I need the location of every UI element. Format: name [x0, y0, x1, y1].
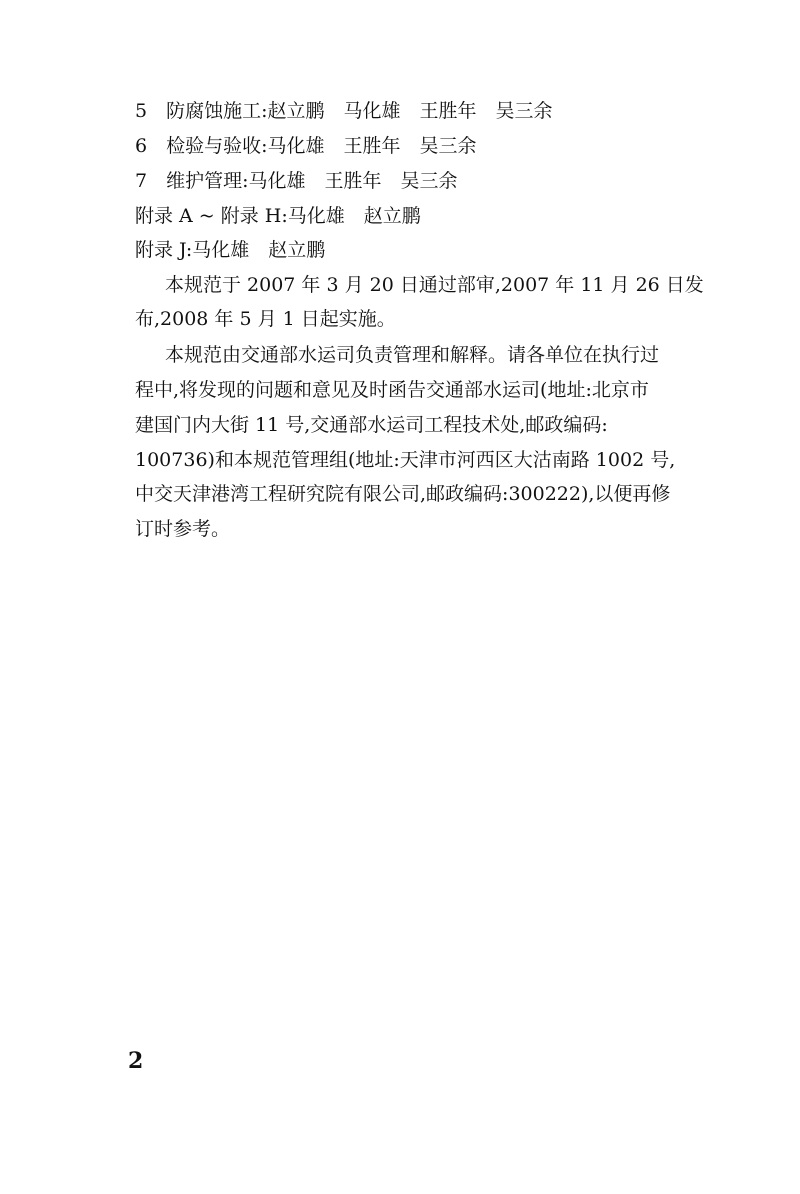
- credit-line: 7 维护管理:马化雄 王胜年 吴三余: [135, 170, 458, 192]
- paragraph-line: 本规范于 2007 年 3 月 20 日通过部审,2007 年 11 月 26 日发: [165, 274, 704, 296]
- paragraph-line: 布,2008 年 5 月 1 日起实施。: [135, 308, 396, 330]
- paragraph-line: 本规范由交通部水运司负责管理和解释。请各单位在执行过: [165, 344, 660, 366]
- credit-line: 5 防腐蚀施工:赵立鹏 马化雄 王胜年 吴三余: [135, 100, 553, 122]
- paragraph-line: 订时参考。: [135, 518, 231, 540]
- page-number: 2: [128, 1048, 144, 1074]
- paragraph-line: 中交天津港湾工程研究院有限公司,邮政编码:300222),以便再修: [135, 483, 671, 505]
- credit-line: 附录 J:马化雄 赵立鹏: [135, 239, 326, 261]
- credit-line: 附录 A ~ 附录 H:马化雄 赵立鹏: [135, 205, 421, 227]
- paragraph-line: 程中,将发现的问题和意见及时函告交通部水运司(地址:北京市: [135, 379, 649, 401]
- paragraph-line: 100736)和本规范管理组(地址:天津市河西区大沽南路 1002 号,: [135, 449, 676, 471]
- credit-line: 6 检验与验收:马化雄 王胜年 吴三余: [135, 135, 477, 157]
- paragraph-line: 建国门内大街 11 号,交通部水运司工程技术处,邮政编码:: [135, 414, 608, 436]
